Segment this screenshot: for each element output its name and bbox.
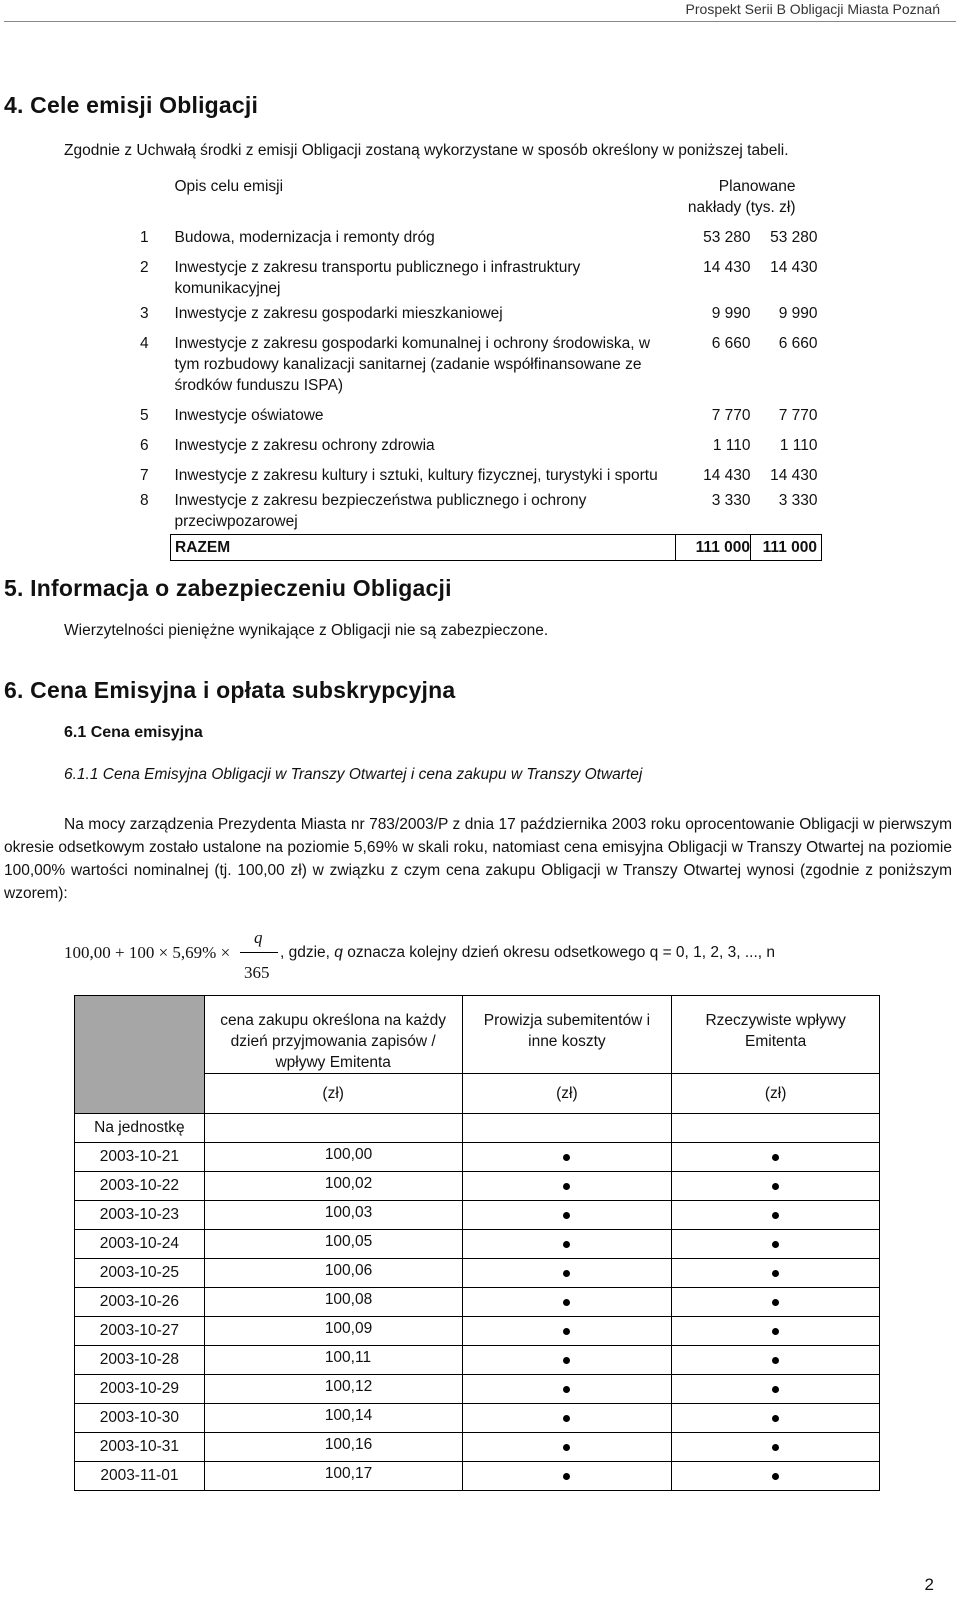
unit-commission: (zł) [462, 1074, 672, 1114]
table-row [75, 1346, 880, 1375]
row-date: 2003-10-21 [75, 1143, 205, 1172]
row-price: 100,12 [204, 1375, 462, 1404]
table-row [75, 1230, 880, 1259]
row-price: 100,14 [204, 1404, 462, 1433]
row-price: 100,16 [204, 1433, 462, 1462]
table-row [75, 1404, 880, 1433]
total-value-1: 111 000 [676, 535, 751, 561]
bullet-icon [563, 1154, 570, 1161]
bullet-icon [563, 1212, 570, 1219]
blank-header-cell [75, 996, 205, 1114]
row-value-2: 1 110 [779, 437, 818, 454]
row-number: 1 [140, 229, 149, 246]
row-value-1: 14 430 [703, 259, 751, 276]
row-description: Inwestycje oświatowe [174, 407, 324, 424]
row-label-per-unit: Na jednostkę [75, 1114, 205, 1143]
bullet-icon [772, 1212, 779, 1219]
bullet-icon [563, 1386, 570, 1393]
bullet-icon [563, 1444, 570, 1451]
table-total-row [136, 535, 822, 561]
bullet-icon [772, 1357, 779, 1364]
col-header-proceeds: Rzeczywiste wpływy Emitenta [672, 996, 880, 1074]
unit-price: (zł) [204, 1074, 462, 1114]
row-date: 2003-10-22 [75, 1172, 205, 1201]
row-value-2: 3 330 [778, 492, 818, 509]
row-price: 100,05 [204, 1230, 462, 1259]
row-value-2: 14 430 [770, 259, 818, 276]
bullet-icon [563, 1328, 570, 1335]
table-row [75, 1433, 880, 1462]
bullet-icon [563, 1415, 570, 1422]
formula-numerator: q [254, 928, 263, 947]
bullet-icon [563, 1299, 570, 1306]
row-number: 4 [140, 335, 149, 352]
row-value-1: 7 770 [711, 407, 751, 424]
row-price: 100,08 [204, 1288, 462, 1317]
bullet-icon [772, 1444, 779, 1451]
table-row [75, 1462, 880, 1491]
col-header-cost: Planowane nakłady (tys. zł) [687, 178, 796, 216]
formula-description [280, 944, 775, 962]
col-header-price: cena zakupu określona na każdy dzień przyjmowania zapisów / wpływy Emitenta [204, 996, 462, 1074]
row-number: 3 [140, 305, 149, 322]
row-value-1: 14 430 [703, 467, 751, 484]
row-date: 2003-10-30 [75, 1404, 205, 1433]
table-row [136, 398, 822, 428]
table-row [136, 301, 822, 326]
fraction-bar [240, 952, 278, 953]
formula-desc-post: oznacza kolejny dzień okresu odsetkowego q = 0, 1, 2, 3, ..., n [342, 944, 776, 961]
section-6-heading: 6. Cena Emisyjna i opłata subskrypcyjna [4, 677, 456, 703]
row-description: Inwestycje z zakresu ochrony zdrowia [174, 437, 435, 454]
bullet-icon [772, 1241, 779, 1248]
row-date: 2003-10-23 [75, 1201, 205, 1230]
table-row [136, 428, 822, 458]
row-number: 5 [140, 407, 149, 424]
row-value-1: 3 330 [711, 492, 751, 509]
table-row [136, 326, 822, 398]
row-price: 100,09 [204, 1317, 462, 1346]
bullet-icon [563, 1473, 570, 1480]
row-value-1: 1 110 [712, 437, 751, 454]
total-value-2: 111 000 [751, 535, 822, 561]
purchase-price-table [74, 995, 880, 1491]
row-price: 100,11 [204, 1346, 462, 1375]
formula-denominator: 365 [244, 963, 270, 982]
bullet-icon [772, 1415, 779, 1422]
table-row [75, 1259, 880, 1288]
section-5-heading: 5. Informacja o zabezpieczeniu Obligacji [4, 575, 452, 601]
table-row [75, 1143, 880, 1172]
row-description: Inwestycje z zakresu gospodarki mieszkaniowej [174, 305, 503, 322]
header-divider [4, 21, 956, 22]
row-price: 100,17 [204, 1462, 462, 1491]
formula-desc-pre: , gdzie, [280, 944, 335, 961]
document-header-title: Prospekt Serii B Obligacji Miasta Poznań [685, 1, 940, 17]
row-price: 100,00 [204, 1143, 462, 1172]
row-description: Inwestycje z zakresu gospodarki komunalnej i ochrony środowiska, w tym rozbudowy kanalizacji sanitarnej (zadanie współfinansowane ze środków funduszu ISPA) [174, 335, 651, 394]
bullet-icon [772, 1386, 779, 1393]
col-header-commission: Prowizja subemitentów i inne koszty [462, 996, 672, 1074]
row-value-1: 6 660 [711, 335, 751, 352]
subsection-6-1-1-heading: 6.1.1 Cena Emisyjna Obligacji w Transzy Otwartej i cena zakupu w Transzy Otwartej [64, 766, 643, 783]
bullet-icon [772, 1270, 779, 1277]
row-date: 2003-11-01 [75, 1462, 205, 1491]
row-value-2: 53 280 [770, 229, 818, 246]
row-date: 2003-10-28 [75, 1346, 205, 1375]
bullet-icon [772, 1328, 779, 1335]
section-5-text: Wierzytelności pieniężne wynikające z Obligacji nie są zabezpieczone. [64, 622, 549, 639]
row-date: 2003-10-25 [75, 1259, 205, 1288]
bullet-icon [772, 1183, 779, 1190]
table-row [75, 1172, 880, 1201]
row-date: 2003-10-26 [75, 1288, 205, 1317]
row-date: 2003-10-27 [75, 1317, 205, 1346]
pricing-paragraph: Na mocy zarządzenia Prezydenta Miasta nr 783/2003/P z dnia 17 października 2003 roku oprocentowanie Obligacji w pierwszym okresie odsetkowym zostało ustalone na poziomie 5,69% w skali roku, natomiast cena emisyjna Obligacji w Transzy Otwartej na poziomie 100,00% wartości nominalnej (tj. 100,00 zł) w związku z czym cena zakupu Obligacji w Transzy Otwartej wynosi (zgodnie z poniższym wzorem): [4, 816, 952, 902]
unit-proceeds: (zł) [672, 1074, 880, 1114]
row-price: 100,03 [204, 1201, 462, 1230]
subsection-6-1-heading: 6.1 Cena emisyjna [64, 724, 203, 741]
row-value-1: 53 280 [703, 229, 751, 246]
row-date: 2003-10-29 [75, 1375, 205, 1404]
table-row [75, 1288, 880, 1317]
table-row [136, 220, 822, 250]
row-number: 6 [140, 437, 149, 454]
row-value-1: 9 990 [711, 305, 751, 322]
row-price: 100,06 [204, 1259, 462, 1288]
section-4-intro: Zgodnie z Uchwałą środki z emisji Obligacji zostaną wykorzystane w sposób określony w poniższej tabeli. [64, 142, 789, 159]
bullet-icon [772, 1473, 779, 1480]
table-row [75, 1317, 880, 1346]
bullet-icon [772, 1299, 779, 1306]
bullet-icon [563, 1270, 570, 1277]
row-description: Budowa, modernizacja i remonty dróg [174, 229, 435, 246]
row-value-2: 14 430 [770, 467, 818, 484]
row-number: 8 [140, 492, 149, 509]
total-label: RAZEM [171, 535, 676, 561]
bullet-icon [772, 1154, 779, 1161]
row-value-2: 7 770 [778, 407, 818, 424]
row-description: Inwestycje z zakresu kultury i sztuki, kultury fizycznej, turystyki i sportu [174, 467, 658, 484]
formula-expression: 100,00 + 100 × 5,69% × [64, 943, 231, 962]
row-value-2: 9 990 [778, 305, 818, 322]
row-description: Inwestycje z zakresu bezpieczeństwa publicznego i ochrony przeciwpozarowej [174, 492, 587, 530]
table-header-row [136, 174, 822, 220]
row-number: 2 [140, 259, 149, 276]
row-price: 100,02 [204, 1172, 462, 1201]
table-row [136, 250, 822, 301]
row-description: Inwestycje z zakresu transportu publicznego i infrastruktury komunikacyjnej [174, 259, 581, 297]
table-row [136, 488, 822, 535]
formula-desc-q: q [334, 944, 343, 961]
row-value-2: 6 660 [778, 335, 818, 352]
table-row [75, 1375, 880, 1404]
emission-purposes-table [136, 174, 822, 561]
bullet-icon [563, 1183, 570, 1190]
section-4-heading: 4. Cele emisji Obligacji [4, 92, 259, 118]
page-number: 2 [924, 1575, 934, 1594]
table-row [75, 1201, 880, 1230]
table-row [136, 458, 822, 488]
col-header-description: Opis celu emisji [174, 178, 284, 195]
bullet-icon [563, 1241, 570, 1248]
bullet-icon [563, 1357, 570, 1364]
row-number: 7 [140, 467, 149, 484]
row-date: 2003-10-31 [75, 1433, 205, 1462]
price-rows [75, 1143, 880, 1491]
row-date: 2003-10-24 [75, 1230, 205, 1259]
